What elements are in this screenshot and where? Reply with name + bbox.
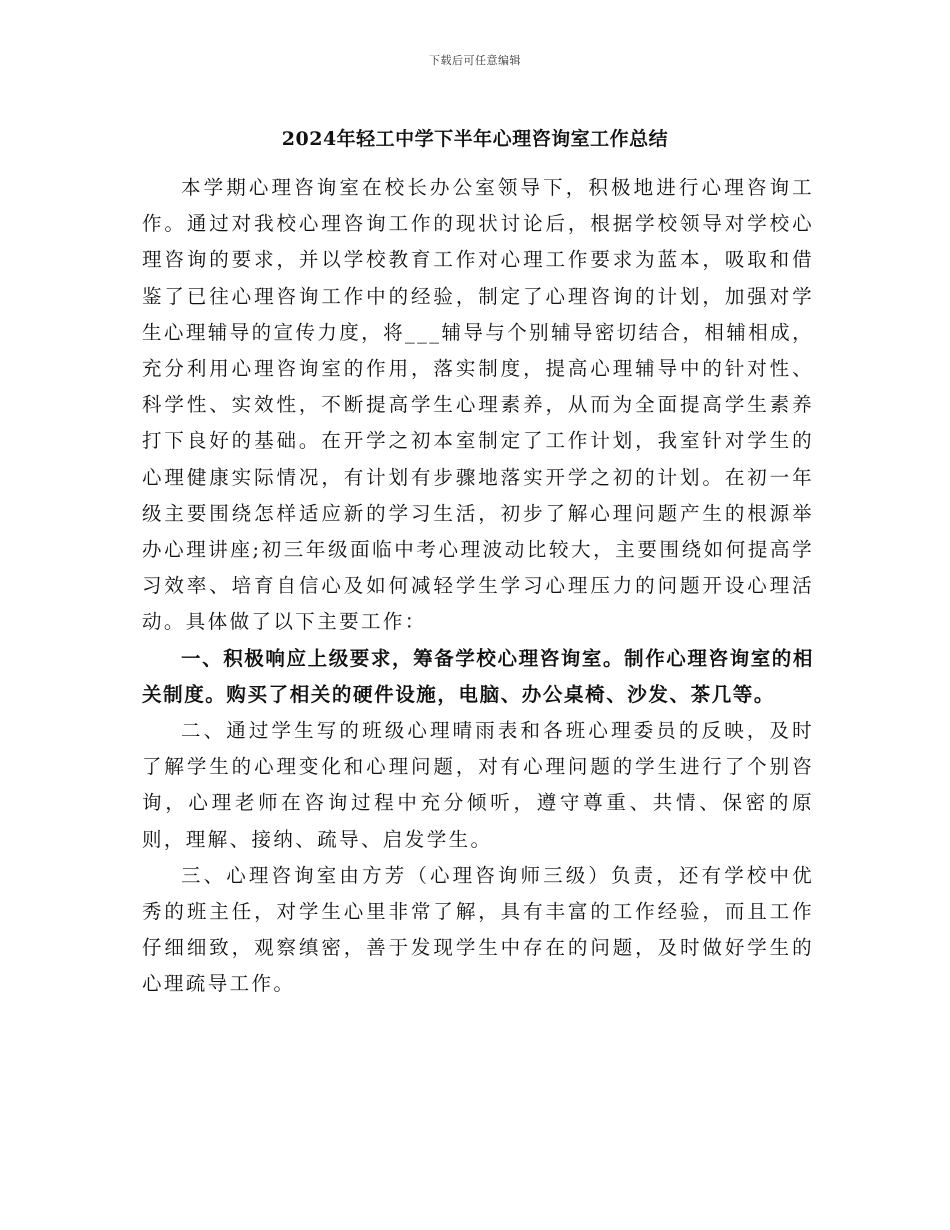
document-body — [142, 170, 814, 1003]
paragraph-item-2: 二、通过学生写的班级心理晴雨表和各班心理委员的反映，及时了解学生的心理变化和心理问题，对有心理问题的学生进行了个别咨询，心理老师在咨询过程中充分倾听，遵守尊重、共情、保密的原则，理解、接纳、疏导、启发学生。 — [142, 719, 814, 851]
paragraph-intro: 本学期心理咨询室在校长办公室领导下，积极地进行心理咨询工作。通过对我校心理咨询工作的现状讨论后，根据学校领导对学校心理咨询的要求，并以学校教育工作对心理工作要求为蓝本，吸取和借鉴了已往心理咨询工作中的经验，制定了心理咨询的计划，加强对学生心理辅导的宣传力度，将___辅导与个别辅导密切结合，相辅相成，充分利用心理咨询室的作用，落实制度，提高心理辅导中的针对性、科学性、实效性，不断提高学生心理素养，从而为全面提高学生素养打下良好的基础。在开学之初本室制定了工作计划，我室针对学生的心理健康实际情况，有计划有步骤地落实开学之初的计划。在初一年级主要围绕怎样适应新的学习生活，初步了解心理问题产生的根源举办心理讲座;初三年级面临中考心理波动比较大，主要围绕如何提高学习效率、培育自信心及如何减轻学生学习心理压力的问题开设心理活动。具体做了以下主要工作： — [142, 176, 814, 634]
paragraph-item-3: 三、心理咨询室由方芳（心理咨询师三级）负责，还有学校中优秀的班主任，对学生心里非常了解，具有丰富的工作经验，而且工作仔细细致，观察缜密，善于发现学生中存在的问题，及时做好学生的心理疏导工作。 — [142, 863, 814, 996]
header-note: 下载后可任意编辑 — [429, 54, 521, 67]
paragraph-item-1: 一、积极响应上级要求，筹备学校心理咨询室。制作心理咨询室的相关制度。购买了相关的硬件设施，电脑、办公桌椅、沙发、茶几等。 — [142, 646, 815, 706]
document-title: 2024年轻工中学下半年心理咨询室工作总结 — [281, 128, 669, 150]
